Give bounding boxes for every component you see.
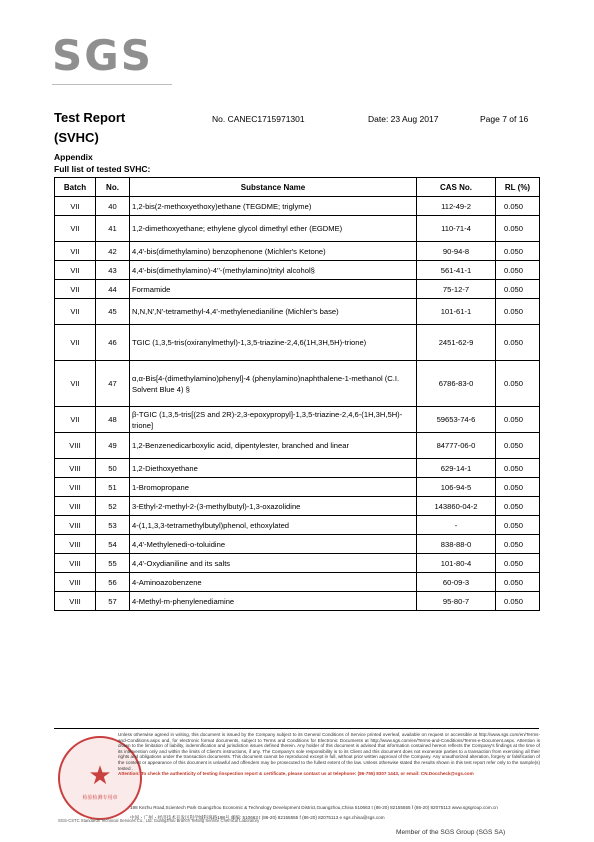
cell-number: 48 — [96, 407, 130, 433]
cell-batch: VIII — [55, 516, 96, 535]
cell-substance-name: N,N,N',N'-tetramethyl-4,4'-methylenedianiline (Michler's base) — [130, 299, 417, 325]
column-header-batch: Batch — [55, 178, 96, 197]
cell-cas-number: 95-80-7 — [417, 592, 496, 611]
cell-number: 42 — [96, 242, 130, 261]
branch-name: SGS-CSTC Standards Technical Services Co., Ltd. Guangzhou Branch Testing Service Chemical Laboratory — [58, 818, 260, 823]
cell-cas-number: 84777-06-0 — [417, 433, 496, 459]
column-header-substance-name: Substance Name — [130, 178, 417, 197]
cell-substance-name: 1,2-dimethoxyethane; ethylene glycol dimethyl ether (EGDME) — [130, 216, 417, 242]
report-number: No. CANEC1715971301 — [212, 114, 305, 124]
cell-reporting-limit: 0.050 — [496, 459, 540, 478]
cell-substance-name: 4-Methyl-m-phenylenediamine — [130, 592, 417, 611]
cell-number: 57 — [96, 592, 130, 611]
cell-cas-number: 6786-83-0 — [417, 361, 496, 407]
cell-cas-number: 59653-74-6 — [417, 407, 496, 433]
cell-reporting-limit: 0.050 — [496, 361, 540, 407]
cell-number: 53 — [96, 516, 130, 535]
cell-cas-number: 561-41-1 — [417, 261, 496, 280]
cell-cas-number: 75-12-7 — [417, 280, 496, 299]
cell-number: 55 — [96, 554, 130, 573]
cell-reporting-limit: 0.050 — [496, 554, 540, 573]
sgs-logo: SGS — [52, 31, 153, 80]
cell-cas-number: 90-94-8 — [417, 242, 496, 261]
footer-divider — [54, 728, 539, 729]
cell-substance-name: β-TGIC (1,3,5-tris[(2S and 2R)-2,3-epoxypropyl]-1,3,5-triazine-2,4,6-(1H,3H,5H)-trione] — [130, 407, 417, 433]
cell-cas-number: 101-80-4 — [417, 554, 496, 573]
cell-batch: VII — [55, 242, 96, 261]
cell-batch: VII — [55, 361, 96, 407]
table-row — [55, 242, 540, 261]
cell-substance-name: 1,2-Benzenedicarboxylic acid, dipentylester, branched and linear — [130, 433, 417, 459]
cell-cas-number: 112-49-2 — [417, 197, 496, 216]
cell-substance-name: 4-(1,1,3,3-tetramethylbutyl)phenol, ethoxylated — [130, 516, 417, 535]
cell-substance-name: TGIC (1,3,5-tris(oxiranylmethyl)-1,3,5-triazine-2,4,6(1H,3H,5H)-trione) — [130, 325, 417, 361]
cell-number: 45 — [96, 299, 130, 325]
cell-substance-name: 1,2-Diethoxyethane — [130, 459, 417, 478]
cell-reporting-limit: 0.050 — [496, 407, 540, 433]
svhc-table — [54, 177, 540, 611]
cell-reporting-limit: 0.050 — [496, 478, 540, 497]
cell-number: 54 — [96, 535, 130, 554]
table-row — [55, 325, 540, 361]
cell-substance-name: 4,4'-Oxydianiline and its salts — [130, 554, 417, 573]
cell-cas-number: 629-14-1 — [417, 459, 496, 478]
cell-number: 51 — [96, 478, 130, 497]
cell-number: 43 — [96, 261, 130, 280]
cell-reporting-limit: 0.050 — [496, 216, 540, 242]
cell-reporting-limit: 0.050 — [496, 197, 540, 216]
cell-cas-number: - — [417, 516, 496, 535]
cell-batch: VII — [55, 261, 96, 280]
table-row — [55, 407, 540, 433]
table-row — [55, 361, 540, 407]
table-row — [55, 497, 540, 516]
cell-cas-number: 110-71-4 — [417, 216, 496, 242]
cell-number: 49 — [96, 433, 130, 459]
logo-divider — [52, 84, 172, 85]
cell-batch: VII — [55, 280, 96, 299]
cell-batch: VIII — [55, 592, 96, 611]
table-row — [55, 280, 540, 299]
cell-number: 47 — [96, 361, 130, 407]
cell-reporting-limit: 0.050 — [496, 242, 540, 261]
cell-reporting-limit: 0.050 — [496, 299, 540, 325]
cell-substance-name: α,α-Bis[4-(dimethylamino)phenyl]-4 (phenylamino)naphthalene-1-methanol (C.I. Solvent Blue 4) § — [130, 361, 417, 407]
cell-batch: VIII — [55, 459, 96, 478]
cell-reporting-limit: 0.050 — [496, 433, 540, 459]
cell-batch: VIII — [55, 535, 96, 554]
cell-reporting-limit: 0.050 — [496, 592, 540, 611]
cell-reporting-limit: 0.050 — [496, 516, 540, 535]
table-row — [55, 573, 540, 592]
seal-text: 检验检测专用章 — [82, 795, 118, 801]
cell-substance-name: 4-Aminoazobenzene — [130, 573, 417, 592]
cell-reporting-limit: 0.050 — [496, 535, 540, 554]
cell-number: 52 — [96, 497, 130, 516]
cell-cas-number: 2451-62-9 — [417, 325, 496, 361]
report-subtitle: (SVHC) — [54, 130, 99, 145]
page-indicator: Page 7 of 16 — [480, 114, 529, 124]
table-row — [55, 535, 540, 554]
report-date: Date: 23 Aug 2017 — [368, 114, 439, 124]
cell-reporting-limit: 0.050 — [496, 497, 540, 516]
table-row — [55, 592, 540, 611]
cell-reporting-limit: 0.050 — [496, 261, 540, 280]
column-header-no: No. — [96, 178, 130, 197]
cell-batch: VII — [55, 407, 96, 433]
table-row — [55, 459, 540, 478]
cell-number: 40 — [96, 197, 130, 216]
cell-substance-name: 4,4'-bis(dimethylamino) benzophenone (Michler's Ketone) — [130, 242, 417, 261]
cell-number: 50 — [96, 459, 130, 478]
cell-substance-name: 3-Ethyl-2-methyl-2-(3-methylbutyl)-1,3-oxazolidine — [130, 497, 417, 516]
address-english: 198 Kezhu Road,Scientech Park Guangzhou Economic & Technology Development District,Guangzhou,China 510663 t (86-20) 82155555 f (86-20) 82075113 www.sgsgroup.com.cn — [130, 805, 498, 810]
cell-cas-number: 838-88-0 — [417, 535, 496, 554]
table-row — [55, 516, 540, 535]
table-row — [55, 197, 540, 216]
cell-cas-number: 106-94-5 — [417, 478, 496, 497]
sgs-member-note: Member of the SGS Group (SGS SA) — [396, 829, 506, 836]
cell-number: 56 — [96, 573, 130, 592]
cell-substance-name: 1,2-bis(2-methoxyethoxy)ethane (TEGDME; triglyme) — [130, 197, 417, 216]
cell-cas-number: 101-61-1 — [417, 299, 496, 325]
cell-batch: VIII — [55, 433, 96, 459]
cell-reporting-limit: 0.050 — [496, 280, 540, 299]
table-row — [55, 299, 540, 325]
cell-cas-number: 143860-04-2 — [417, 497, 496, 516]
cell-reporting-limit: 0.050 — [496, 325, 540, 361]
table-row — [55, 433, 540, 459]
column-header-cas-no: CAS No. — [417, 178, 496, 197]
cell-substance-name: 1-Bromopropane — [130, 478, 417, 497]
table-row — [55, 261, 540, 280]
cell-substance-name: Formamide — [130, 280, 417, 299]
report-title: Test Report — [54, 110, 126, 125]
cell-cas-number: 60-09-3 — [417, 573, 496, 592]
cell-batch: VIII — [55, 497, 96, 516]
disclaimer-text: Unless otherwise agreed in writing, this document is issued by the Company subject to its General Conditions of Service printed overleaf, available on request or accessible at http://www.sgs.com/en/Terms-and-Conditions.aspx and, for electronic format documents, subject to Terms and Conditions for Electronic Documents at http://www.sgs.com/en/Terms-and-Conditions/Terms-e-Document.aspx. Attention is drawn to the limitation of liability, indemnification and jurisdiction issues defined therein. Any holder of this document is advised that information contained hereon reflects the Company's findings at the time of its intervention only and within the limits of Client's instructions, if any. The Company's sole responsibility is to its Client and this document does not exonerate parties to a transaction from exercising all their rights and obligations under the transaction documents. This document cannot be reproduced except in full, without prior written approval of the Company. Any unauthorized alteration, forgery or falsification of the content or appearance of this document is unlawful and offenders may be prosecuted to the fullest extent of the law. Unless otherwise stated the results shown in this test report refer only to the sample(s) tested . — [118, 732, 540, 771]
cell-batch: VII — [55, 197, 96, 216]
cell-batch: VIII — [55, 554, 96, 573]
cell-batch: VII — [55, 216, 96, 242]
cell-batch: VIII — [55, 573, 96, 592]
cell-substance-name: 4,4'-bis(dimethylamino)-4''-(methylamino)trityl alcohol§ — [130, 261, 417, 280]
cell-substance-name: 4,4'-Methylenedi-o-toluidine — [130, 535, 417, 554]
appendix-label: Appendix — [54, 152, 93, 162]
cell-number: 41 — [96, 216, 130, 242]
legal-disclaimer — [118, 732, 540, 777]
column-header-rl: RL (%) — [496, 178, 540, 197]
seal-star-icon: ★ — [88, 760, 112, 790]
cell-batch: VIII — [55, 478, 96, 497]
address-chinese: 中国・广州・经济技术开发区科学城科珠路198号 邮编: 510663 t (86-20) 82155555 f (86-20) 82075113 e sgs.china@sgs.com — [130, 815, 385, 820]
cell-batch: VII — [55, 299, 96, 325]
table-row — [55, 216, 540, 242]
table-row — [55, 478, 540, 497]
cell-number: 44 — [96, 280, 130, 299]
cell-number: 46 — [96, 325, 130, 361]
table-row — [55, 554, 540, 573]
cell-batch: VII — [55, 325, 96, 361]
appendix-subtitle: Full list of tested SVHC: — [54, 164, 151, 174]
table-body — [55, 197, 540, 611]
cell-reporting-limit: 0.050 — [496, 573, 540, 592]
authenticity-notice: Attention: To check the authenticity of testing /inspection report & certificate, please contact us at telephone: (86-755) 8307 1443, or email: CN.Doccheck@sgs.com — [118, 771, 474, 777]
table-header-row — [55, 178, 540, 197]
